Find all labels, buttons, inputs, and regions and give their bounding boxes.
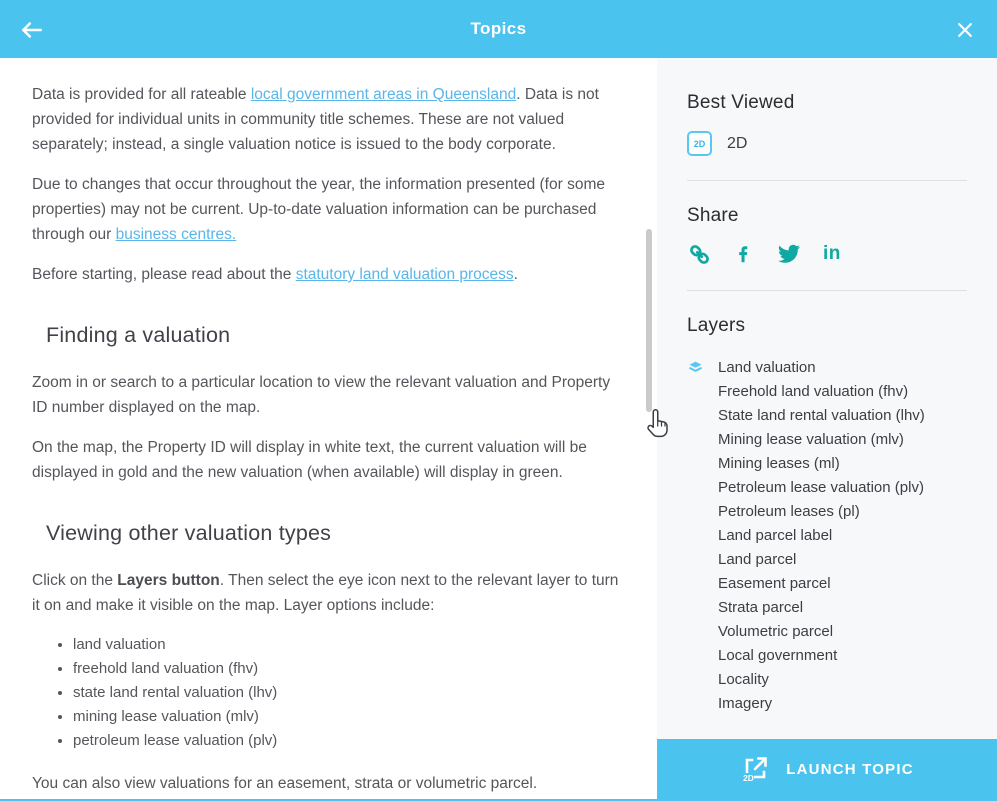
layer-item[interactable] (687, 499, 967, 523)
launch-topic-button[interactable] (657, 739, 997, 799)
layer-item[interactable] (687, 475, 967, 499)
layer-label: Freehold land valuation (fhv) (718, 382, 909, 400)
layer-label: Volumetric parcel (718, 622, 834, 640)
layer-label: Petroleum leases (pl) (718, 502, 860, 520)
topic-article (0, 58, 657, 799)
layers-list (687, 355, 967, 715)
list-item: • freehold land valuation (fhv) (73, 657, 623, 681)
layer-item[interactable] (687, 691, 967, 715)
best-viewed-row (687, 131, 967, 156)
layer-item[interactable] (687, 547, 967, 571)
launch-topic-label: LAUNCH TOPIC (786, 760, 914, 778)
modal-header (0, 0, 997, 58)
layer-label: Land valuation (718, 358, 816, 376)
layer-item[interactable] (687, 643, 967, 667)
launch-2d-icon (740, 754, 770, 784)
best-viewed-heading: Best Viewed (687, 92, 795, 113)
back-button[interactable] (16, 14, 48, 46)
layers-stack-icon (687, 359, 709, 375)
layer-label: Locality (718, 670, 769, 688)
layer-label: Land parcel (718, 550, 797, 568)
layer-item[interactable] (687, 427, 967, 451)
paragraph: On the map, the Property ID will display in white text, the current valuation will be displayed in gold and the new valuation (when available) will display in green. (32, 439, 587, 481)
list-item: • state land rental valuation (lhv) (73, 681, 623, 705)
share-heading: Share (687, 205, 739, 226)
paragraph: Before starting, please read about the statutory land valuation process. (32, 266, 518, 283)
layers-heading: Layers (687, 315, 746, 336)
layer-item[interactable] (687, 619, 967, 643)
layer-label: State land rental valuation (lhv) (718, 406, 925, 424)
list-item: • petroleum lease valuation (plv) (73, 729, 623, 753)
best-viewed-value: 2D (727, 134, 748, 152)
section-heading: Viewing other valuation types (46, 521, 332, 545)
paragraph: Zoom in or search to a particular location to view the relevant valuation and Property ID number displayed on the map. (32, 374, 611, 416)
divider (687, 180, 967, 181)
layer-item[interactable] (687, 451, 967, 475)
layer-item[interactable] (687, 355, 967, 379)
list-item: • mining lease valuation (mlv) (73, 705, 623, 729)
layer-label: Imagery (718, 694, 773, 712)
paragraph: You can also view valuations for an easement, strata or volumetric parcel. (32, 775, 538, 792)
svg-text:2D: 2D (743, 773, 755, 783)
layer-label: Land parcel label (718, 526, 833, 544)
layer-label: Mining lease valuation (mlv) (718, 430, 904, 448)
section-heading: Finding a valuation (46, 323, 231, 347)
layer-item[interactable] (687, 667, 967, 691)
paragraph: Data is provided for all rateable local government areas in Queensland. Data is not provided for individual units in community title schemes. These are not valued separately; instead, a single valuation notice is issued to the body corporate. (32, 86, 599, 153)
text-link[interactable]: local government areas in Queensland (250, 86, 517, 103)
layer-label: Mining leases (ml) (718, 454, 840, 472)
layer-label: Strata parcel (718, 598, 804, 616)
twitter-icon[interactable] (776, 242, 802, 266)
layer-item[interactable] (687, 571, 967, 595)
paragraph: Due to changes that occur throughout the year, the information presented (for some properties) may not be current. Up-to-date valuation information can be purchased through our business centres. (32, 176, 605, 243)
topic-sidebar (657, 58, 997, 801)
list-item: • land valuation (73, 633, 623, 657)
close-icon (955, 20, 975, 40)
facebook-icon[interactable] (733, 242, 755, 266)
modal-title: Topics (470, 19, 527, 38)
layer-item[interactable] (687, 595, 967, 619)
layer-item[interactable] (687, 403, 967, 427)
text-link[interactable]: business centres. (115, 226, 237, 243)
copy-link-icon[interactable] (687, 242, 712, 266)
paragraph: Click on the Layers button. Then select the eye icon next to the relevant layer to turn it on and make it visible on the map. Layer options include: (32, 572, 619, 614)
share-icons-row (687, 242, 967, 266)
divider (687, 290, 967, 291)
layer-label: Petroleum lease valuation (plv) (718, 478, 924, 496)
2d-badge-icon: 2D (687, 131, 712, 156)
linkedin-icon[interactable]: in (823, 243, 841, 264)
scrollbar-thumb[interactable] (646, 229, 652, 412)
layer-label: Easement parcel (718, 574, 831, 592)
layer-item[interactable] (687, 379, 967, 403)
layer-options-list (32, 633, 623, 753)
close-button[interactable] (949, 14, 981, 46)
text-link[interactable]: statutory land valuation process (295, 266, 514, 283)
layer-label: Local government (718, 646, 838, 664)
back-arrow-icon (19, 17, 45, 43)
bold-text: Layers button (117, 572, 220, 589)
layer-item[interactable] (687, 523, 967, 547)
